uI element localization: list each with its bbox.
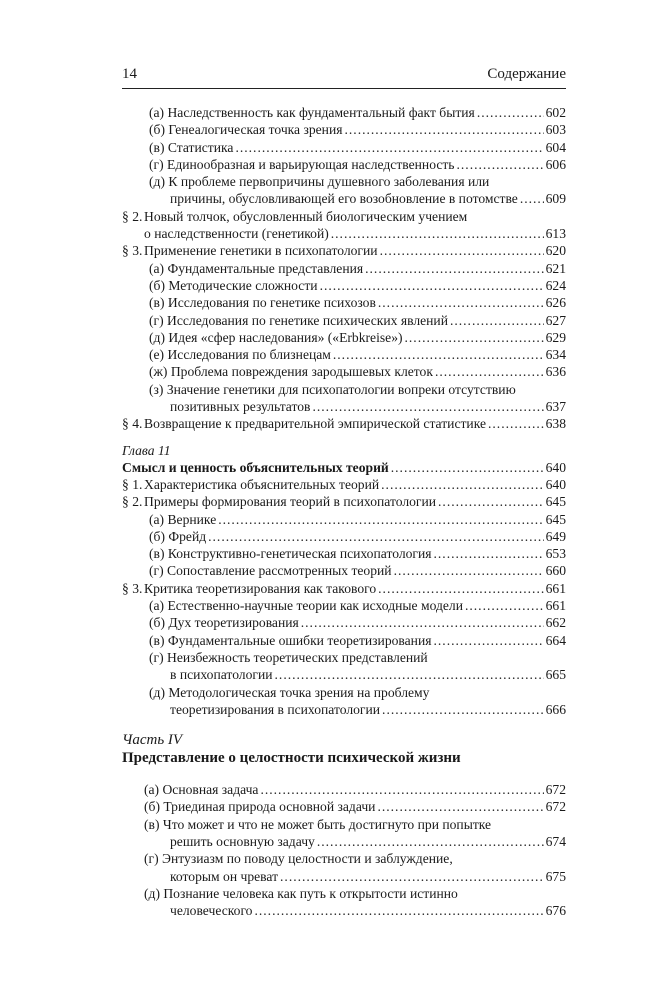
toc-entry-text: (г) Сопоставление рассмотренных теорий <box>149 563 392 579</box>
toc-entry-page: 624 <box>545 277 566 293</box>
toc-entry-page: 649 <box>545 528 566 544</box>
toc-entry-line: (в) Что может и что не может быть достигнуто при попытке <box>144 816 492 832</box>
leader-dots <box>381 476 543 493</box>
toc-entry <box>122 156 566 173</box>
toc-entry-page: 676 <box>545 903 566 919</box>
toc-entry <box>122 528 566 545</box>
toc-block-genetics <box>122 104 566 433</box>
leader-dots <box>301 614 544 631</box>
toc-entry <box>122 580 566 597</box>
toc-entry-text: человеческого <box>170 903 253 919</box>
toc-entry-page: 662 <box>545 615 566 631</box>
toc-entry-page: 664 <box>545 632 566 648</box>
leader-dots <box>254 902 543 919</box>
toc-entry-text: (ж) Проблема повреждения зародышевых клеток <box>149 364 433 380</box>
toc-entry-text: (г) Исследования по генетике психических явлений <box>149 312 448 328</box>
toc-entry-page: 672 <box>545 799 566 815</box>
toc-entry-text: (в) Фундаментальные ошибки теоретизирования <box>149 632 432 648</box>
part-title: Представление о целостности психической жизни <box>122 750 461 767</box>
leader-dots <box>434 545 544 562</box>
part-label: Часть IV <box>122 732 183 749</box>
leader-dots <box>333 346 544 363</box>
toc-entry <box>122 121 566 138</box>
chapter-label: Глава 11 <box>122 442 171 458</box>
toc-entry-page: 665 <box>545 667 566 683</box>
leader-dots <box>465 597 544 614</box>
toc-entry <box>122 885 566 920</box>
leader-dots <box>477 104 544 121</box>
toc-entry <box>122 781 566 798</box>
leader-dots <box>382 701 544 718</box>
toc-entry-page: 627 <box>545 312 566 328</box>
section-mark: § 2. <box>122 208 143 224</box>
toc-entry-line: Новый толчок, обусловленный биологическим учением <box>144 208 468 224</box>
toc-entry-text: Характеристика объяснительных теорий <box>144 476 380 492</box>
toc-entry-text: о наследственности (генетикой) <box>144 226 329 242</box>
toc-entry-page: 672 <box>545 782 566 798</box>
toc-entry-text: (а) Наследственность как фундаментальный факт бытия <box>149 105 475 120</box>
leader-dots <box>378 294 544 311</box>
toc-entry <box>122 649 566 684</box>
toc-block-wholeness <box>122 781 566 919</box>
toc-entry-page: 602 <box>545 105 566 120</box>
toc-entry <box>122 139 566 156</box>
leader-dots <box>218 511 543 528</box>
toc-entry-page: 620 <box>545 243 566 259</box>
toc-entry <box>122 363 566 380</box>
leader-dots <box>377 798 543 815</box>
section-mark: § 3. <box>122 243 143 259</box>
toc-entry-line: (г) Энтузиазм по поводу целостности и заблуждение, <box>144 851 453 867</box>
toc-entry <box>122 242 566 259</box>
toc-entry-page: 675 <box>545 868 566 884</box>
section-mark: § 2. <box>122 494 143 510</box>
toc-entry-line: (д) Методологическая точка зрения на проблему <box>149 684 430 700</box>
toc-entry-text: (е) Исследования по близнецам <box>149 347 331 363</box>
leader-dots <box>280 868 544 885</box>
leader-dots <box>434 632 544 649</box>
toc-entry-text: (а) Естественно-научные теории как исходные модели <box>149 598 463 614</box>
toc-block-theories <box>122 476 566 718</box>
toc-entry <box>122 684 566 719</box>
toc-entry <box>122 476 566 493</box>
toc-entry <box>122 208 566 243</box>
toc-entry <box>122 260 566 277</box>
toc-entry-text: теоретизирования в психопатологии <box>170 701 381 717</box>
toc-entry-page: 661 <box>545 598 566 614</box>
leader-dots <box>317 833 544 850</box>
toc-entry-text: (б) Дух теоретизирования <box>149 615 299 631</box>
leader-dots <box>312 398 543 415</box>
leader-dots <box>405 329 544 346</box>
toc-entry-page: 640 <box>545 476 566 492</box>
toc-entry-page: 603 <box>545 122 566 138</box>
chapter-title: Смысл и ценность объяснительных теорий <box>122 459 389 475</box>
toc-entry <box>122 597 566 614</box>
toc-entry-text: Применение генетики в психопатологии <box>144 243 378 259</box>
chapter-title-page: 640 <box>545 459 566 475</box>
toc-entry-page: 674 <box>545 833 566 849</box>
leader-dots <box>260 781 543 798</box>
toc-entry-text: Критика теоретизирования как такового <box>144 580 377 596</box>
section-mark: § 4. <box>122 416 143 432</box>
leader-dots <box>365 260 543 277</box>
toc-entry-page: 609 <box>545 191 566 207</box>
toc-entry <box>122 614 566 631</box>
leader-dots <box>457 156 544 173</box>
leader-dots <box>235 139 543 156</box>
toc-entry <box>122 294 566 311</box>
toc-entry-page: 621 <box>545 260 566 276</box>
section-mark: § 1. <box>122 476 143 492</box>
leader-dots <box>275 666 544 683</box>
toc-entry-text: (в) Конструктивно-генетическая психопатология <box>149 546 432 562</box>
toc-entry <box>122 511 566 528</box>
toc-entry-text: (в) Статистика <box>149 139 234 155</box>
leader-dots <box>380 242 544 259</box>
toc-entry <box>122 346 566 363</box>
toc-entry <box>122 798 566 815</box>
toc-entry-text: (б) Генеалогическая точка зрения <box>149 122 343 138</box>
toc-entry <box>122 632 566 649</box>
leader-dots <box>394 562 544 579</box>
toc-entry-page: 645 <box>545 511 566 527</box>
toc-entry-line: (д) Познание человека как путь к открытости истинно <box>144 885 458 901</box>
toc-entry <box>122 381 566 416</box>
toc-entry-text: (в) Исследования по генетике психозов <box>149 295 376 311</box>
toc-entry-text: позитивных результатов <box>170 399 311 415</box>
toc-entry-page: 634 <box>545 347 566 363</box>
toc-entry <box>122 173 566 208</box>
toc-entry-text: которым он чреват <box>170 868 279 884</box>
leader-dots <box>438 493 544 510</box>
leader-dots <box>320 277 544 294</box>
table-of-contents <box>122 104 566 919</box>
leader-dots <box>378 580 543 597</box>
toc-entry <box>122 562 566 579</box>
toc-entry <box>122 277 566 294</box>
toc-entry-line: (з) Значение генетики для психопатологии вопреки отсутствию <box>149 381 516 397</box>
leader-dots <box>488 415 544 432</box>
toc-entry-text: (д) Идея «сфер наследования» («Erbkreise») <box>149 329 403 345</box>
toc-entry-text: (а) Фундаментальные представления <box>149 260 364 276</box>
chapter-title-entry <box>122 459 566 476</box>
toc-entry-page: 604 <box>545 139 566 155</box>
running-header <box>122 66 566 88</box>
running-title: Содержание <box>487 66 566 82</box>
toc-entry-text: (б) Фрейд <box>149 528 207 544</box>
leader-dots <box>391 459 544 476</box>
leader-dots <box>450 312 544 329</box>
toc-entry-page: 645 <box>545 494 566 510</box>
toc-entry-text: в психопатологии <box>170 667 273 683</box>
toc-entry-page: 637 <box>545 399 566 415</box>
toc-entry <box>122 329 566 346</box>
leader-dots <box>435 363 544 380</box>
toc-entry-line: (д) К проблеме первопричины душевного заболевания или <box>149 174 490 190</box>
toc-entry-page: 660 <box>545 563 566 579</box>
leader-dots <box>520 190 544 207</box>
toc-entry-line: (г) Неизбежность теоретических представлений <box>149 649 428 665</box>
toc-entry-text: (б) Методические сложности <box>149 277 318 293</box>
leader-dots <box>208 528 543 545</box>
toc-entry-page: 626 <box>545 295 566 311</box>
toc-entry-page: 661 <box>545 580 566 596</box>
toc-entry-page: 638 <box>545 416 566 432</box>
toc-entry-page: 636 <box>545 364 566 380</box>
toc-entry-text: Возвращение к предварительной эмпирической статистике <box>144 416 487 432</box>
toc-entry-text: причины, обусловливающей его возобновление в потомстве <box>170 191 518 207</box>
toc-entry <box>122 415 566 432</box>
toc-entry-page: 613 <box>545 226 566 242</box>
section-mark: § 3. <box>122 580 143 596</box>
toc-entry-text: решить основную задачу <box>170 833 315 849</box>
toc-entry <box>122 493 566 510</box>
toc-entry <box>122 816 566 851</box>
toc-entry-text: (а) Основная задача <box>144 782 259 798</box>
toc-entry-page: 653 <box>545 546 566 562</box>
leader-dots <box>331 225 544 242</box>
toc-entry-page: 666 <box>545 701 566 717</box>
toc-entry-page: 629 <box>545 329 566 345</box>
toc-entry <box>122 545 566 562</box>
toc-entry-text: (а) Вернике <box>149 511 217 527</box>
toc-entry-text: Примеры формирования теорий в психопатологии <box>144 494 437 510</box>
page-number: 14 <box>122 66 137 82</box>
toc-entry <box>122 104 566 121</box>
header-rule <box>122 88 566 89</box>
toc-entry-text: (г) Единообразная и варьирующая наследственность <box>149 156 455 172</box>
toc-entry <box>122 312 566 329</box>
toc-entry-text: (б) Триединая природа основной задачи <box>144 799 376 815</box>
leader-dots <box>345 121 544 138</box>
toc-entry-page: 606 <box>545 156 566 172</box>
toc-entry <box>122 850 566 885</box>
